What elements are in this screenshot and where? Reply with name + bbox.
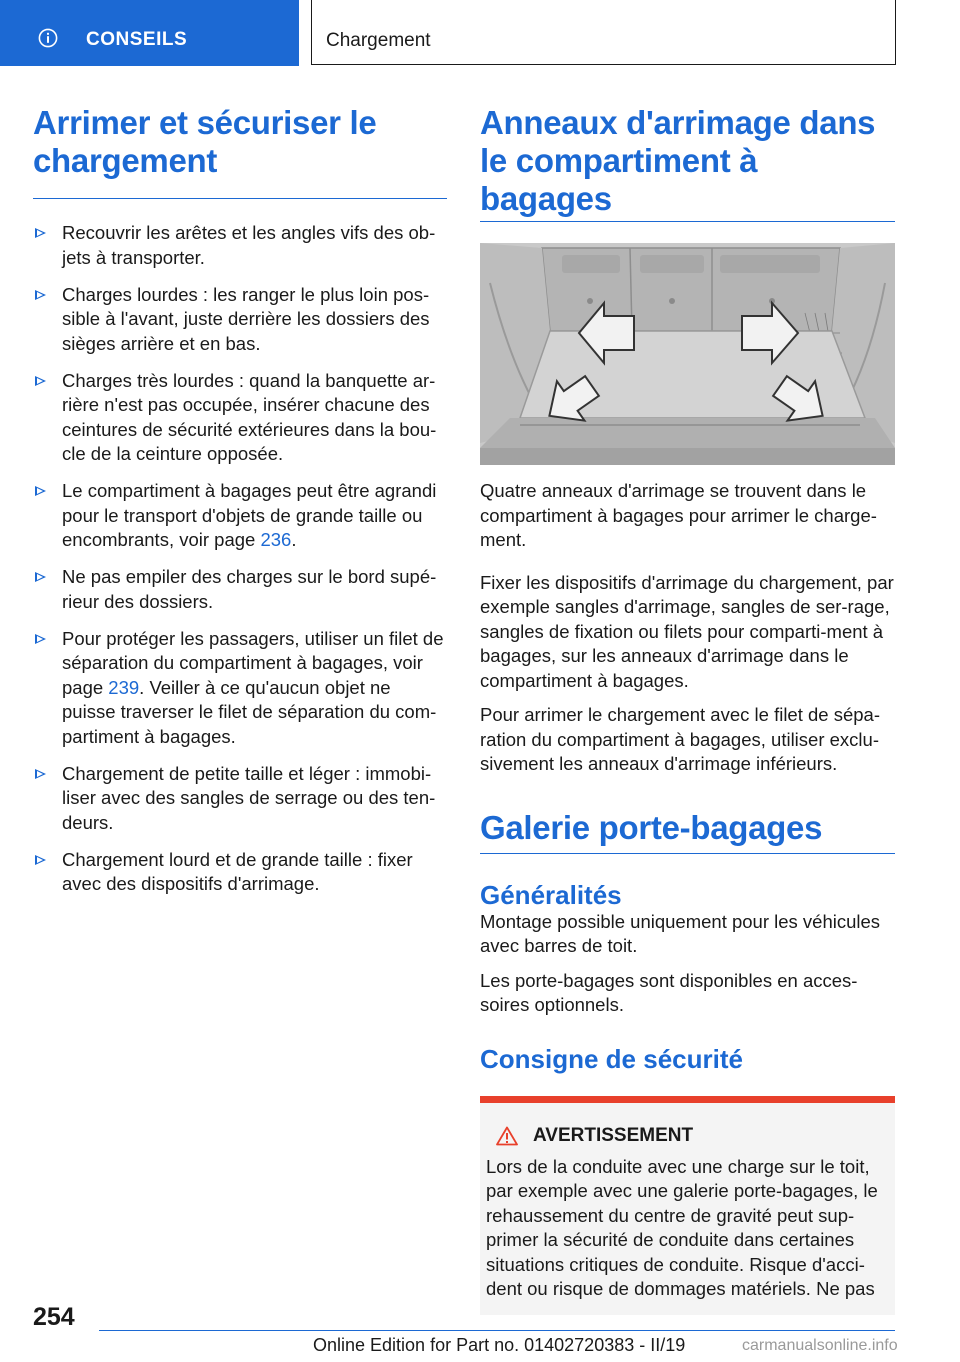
- footer-rule: [99, 1330, 895, 1331]
- right-column: [480, 104, 895, 1315]
- triangle-bullet-icon: [35, 486, 46, 496]
- triangle-bullet-icon: [35, 228, 46, 238]
- info-icon: [38, 28, 58, 48]
- heading-lashing-eyes: Anneaux d'arrimage dans le compartiment à bagages: [480, 104, 876, 217]
- warning-header: [486, 1125, 889, 1147]
- heading-rule: [480, 853, 895, 854]
- paragraph: Fixer les dispositifs d'arrimage du chargement, par exemple sangles d'arrimage, sangles de ser‐rage, sangles de fixation ou filets pour comparti‐ment à bagages, sur les anneaux d'arrimage dans le compartiment à bagages.: [480, 571, 894, 691]
- warning-triangle-icon: [496, 1126, 518, 1146]
- list-item: Recouvrir les arêtes et les angles vifs des ob‐jets à transporter.: [33, 221, 447, 270]
- list-item: Ne pas empiler des charges sur le bord supé‐rieur des dossiers.: [33, 565, 447, 614]
- page-link-239[interactable]: 239: [108, 676, 140, 698]
- edition-text: Online Edition for Part no. 01402720383 - II/19: [313, 1335, 686, 1355]
- bullet-list: [33, 221, 447, 897]
- triangle-bullet-icon: [35, 290, 46, 300]
- triangle-bullet-icon: [35, 634, 46, 644]
- left-column: [33, 104, 447, 909]
- warning-text: Lors de la conduite avec une charge sur le toit, par exemple avec une galerie porte-bagages, le rehaussement du centre de gravité peut sup‐primer la sécurité de conduite dans certaines situations critiques de conduite. Risque d'acci‐dent ou risque de dommages matériels. Ne pas: [486, 1155, 878, 1299]
- heading-rule: [480, 221, 895, 222]
- page-header: [0, 0, 960, 66]
- paragraph: Les porte-bagages sont disponibles en acces‐soires optionnels.: [480, 969, 858, 1015]
- page-number: 254: [33, 1303, 75, 1331]
- paragraph: Montage possible uniquement pour les véhicules avec barres de toit.: [480, 910, 881, 956]
- chapter-box: [311, 0, 896, 65]
- triangle-bullet-icon: [35, 855, 46, 865]
- subheading-general: Généralités: [480, 879, 622, 910]
- paragraph: Quatre anneaux d'arrimage se trouvent dans le compartiment à bagages pour arrimer le charge‐ment.: [480, 480, 877, 550]
- list-item: Pour protéger les passagers, utiliser un filet de séparation du compartiment à bagages, voir page 239. Veiller à ce qu'aucun objet ne puisse traverser le filet de séparation du com‐partiment à bagages.: [33, 627, 447, 750]
- heading-roof-rack: Galerie porte-bagages: [480, 808, 823, 846]
- warning-box: [480, 1096, 895, 1315]
- heading-securing-load: Arrimer et sécuriser le chargement: [33, 104, 377, 179]
- warning-label: AVERTISSEMENT: [533, 1124, 694, 1146]
- cargo-compartment-image: [480, 243, 895, 465]
- subheading-safety: Consigne de sécurité: [480, 1043, 743, 1074]
- triangle-bullet-icon: [35, 376, 46, 386]
- list-item: Chargement lourd et de grande taille : fixer avec des dispositifs d'arrimage.: [33, 848, 447, 897]
- watermark-site: carmanualsonline.info: [742, 1337, 898, 1354]
- list-item: Le compartiment à bagages peut être agrandi pour le transport d'objets de grande taille ou encombrants, voir page 236.: [33, 479, 447, 553]
- triangle-bullet-icon: [35, 572, 46, 582]
- list-item: Chargement de petite taille et léger : immobi‐liser avec des sangles de serrage ou des ten‐deurs.: [33, 762, 447, 836]
- triangle-bullet-icon: [35, 769, 46, 779]
- list-item: Charges lourdes : les ranger le plus loin pos‐sible à l'avant, juste derrière les dossiers des sièges arrière et en bas.: [33, 283, 447, 357]
- heading-rule: [33, 198, 447, 199]
- paragraph: Pour arrimer le chargement avec le filet de sépa‐ration du compartiment à bagages, utiliser exclu‐sivement les anneaux d'arrimage inférieurs.: [480, 704, 880, 774]
- section-label: CONSEILS: [86, 29, 188, 50]
- chapter-title: Chargement: [326, 30, 431, 51]
- list-item: Charges très lourdes : quand la banquette ar‐rière n'est pas occupée, insérer chacune des ceintures de sécurité extérieures dans la bou‐cle de la ceinture opposée.: [33, 369, 447, 467]
- section-tab[interactable]: [0, 0, 299, 66]
- page-link-236[interactable]: 236: [260, 529, 292, 550]
